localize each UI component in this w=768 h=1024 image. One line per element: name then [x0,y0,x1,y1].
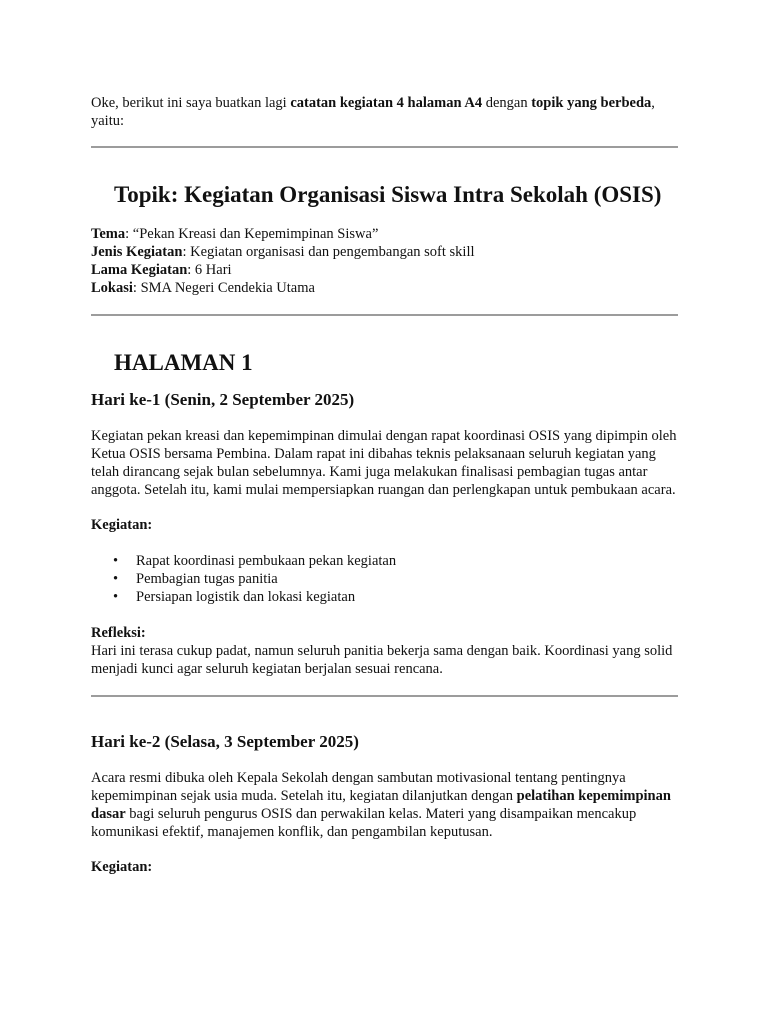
day1-heading: Hari ke-1 (Senin, 2 September 2025) [91,390,355,409]
divider [91,314,678,316]
paragraph-text: Acara resmi dibuka oleh Kepala Sekolah dengan sambutan motivasional tentang pentingnya kepemimpinan sejak usia muda. Setelah itu, kegiatan dilanjutkan dengan [91,770,626,804]
meta-label: Jenis Kegiatan [91,244,183,260]
label-text: Kegiatan: [91,517,153,533]
paragraph-bold: pelatihan kepemimpinan dasar [91,788,671,822]
day2-paragraph [91,769,678,841]
day1-reflection: Hari ini terasa cukup padat, namun seluruh panitia bekerja sama dengan baik. Koordinasi yang solid menjadi kunci agar seluruh kegiatan berjalan sesuai rencana. [91,643,673,677]
divider [91,695,678,697]
list-item-text: Pembagian tugas panitia [136,571,278,587]
meta-label: Lama Kegiatan [91,262,188,278]
bullet-icon: • [113,589,119,605]
meta-value: : “Pekan Kreasi dan Kepemimpinan Siswa” [125,226,379,242]
intro-text-part: Oke, berikut ini saya buatkan lagi [91,95,291,111]
intro-bold-topic: topik yang berbeda [531,95,652,111]
list-item-text: Rapat koordinasi pembukaan pekan kegiatan [136,553,397,569]
list-item-text: Persiapan logistik dan lokasi kegiatan [136,589,356,605]
intro-text-part: dengan [482,95,532,111]
meta-theme [91,225,678,243]
paragraph-text: bagi seluruh pengurus OSIS dan perwakilan kelas. Materi yang disampaikan mencakup komunikasi efektif, manajemen konflik, dan pengambilan keputusan. [91,806,637,840]
divider [91,146,678,148]
meta-location [91,279,678,297]
meta-value: : SMA Negeri Cendekia Utama [132,280,315,296]
list-item [113,552,678,570]
meta-activity-type [91,243,678,261]
list-item [113,570,678,588]
page-heading: HALAMAN 1 [114,350,253,375]
meta-label: Tema [91,226,126,242]
label-text: Refleksi: [91,625,146,641]
intro-text-part: , yaitu: [91,95,655,129]
meta-duration [91,261,678,279]
bullet-icon: • [113,553,119,569]
day2-heading: Hari ke-2 (Selasa, 3 September 2025) [91,732,359,751]
meta-value: : Kegiatan organisasi dan pengembangan soft skill [182,244,475,260]
label-text: Kegiatan: [91,859,153,875]
meta-block [91,225,678,297]
meta-value: : 6 Hari [187,262,232,278]
meta-label: Lokasi [91,280,133,296]
day1-activities-label [91,516,678,534]
bullet-icon: • [113,571,119,587]
day1-paragraph: Kegiatan pekan kreasi dan kepemimpinan dimulai dengan rapat koordinasi OSIS yang dipimpin oleh Ketua OSIS bersama Pembina. Dalam rapat ini dibahas teknis pelaksanaan seluruh kegiatan yang telah dirancang sejak bulan sebelumnya. Kami juga melakukan finalisasi pembagian tugas antar anggota. Setelah itu, kami mulai mempersiapkan ruangan dan perlengkapan untuk pembukaan acara. [91,428,677,498]
topic-title: Topik: Kegiatan Organisasi Siswa Intra Sekolah (OSIS) [114,182,662,207]
day1-reflection-label [91,624,678,642]
intro-bold-notes: catatan kegiatan 4 halaman A4 [290,95,483,111]
day2-activities-label [91,858,678,876]
list-item [113,588,678,606]
intro-text [91,0,678,130]
day1-activity-list [91,552,678,606]
